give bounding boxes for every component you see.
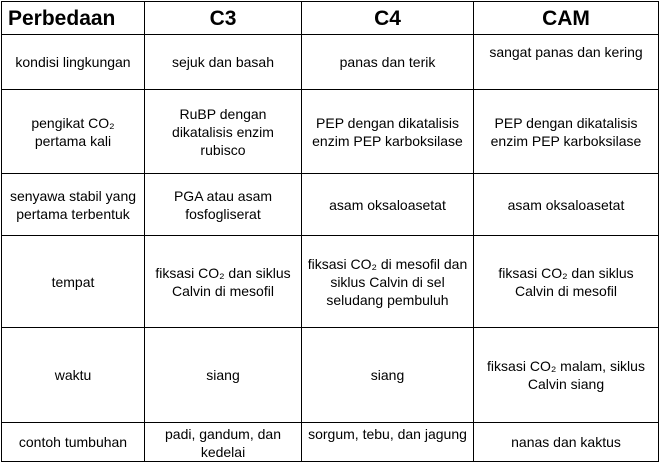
row-label: tempat	[2, 236, 145, 328]
header-c3: C3	[145, 2, 302, 35]
cell-c4: asam oksaloasetat	[302, 174, 474, 236]
header-cam: CAM	[474, 2, 659, 35]
cell-c4: PEP dengan dikatalisis enzim PEP karboksilase	[302, 90, 474, 174]
table-row-contoh-tumbuhan	[2, 423, 659, 462]
header-perbedaan: Perbedaan	[2, 2, 145, 35]
row-label: waktu	[2, 328, 145, 423]
cell-c3: siang	[145, 328, 302, 423]
table-row-pengikat-co2	[2, 90, 659, 174]
comparison-table	[1, 1, 659, 462]
cell-cam: fiksasi CO₂ dan siklus Calvin di mesofil	[474, 236, 659, 328]
table-row-waktu	[2, 328, 659, 423]
row-label: contoh tumbuhan	[2, 423, 145, 462]
table-row-senyawa-stabil	[2, 174, 659, 236]
table-row-kondisi-lingkungan	[2, 35, 659, 90]
table-header-row	[2, 2, 659, 35]
cell-c3: padi, gandum, dan kedelai	[145, 423, 302, 462]
cell-c3: sejuk dan basah	[145, 35, 302, 90]
cell-c4: siang	[302, 328, 474, 423]
cell-c3: RuBP dengan dikatalisis enzim rubisco	[145, 90, 302, 174]
row-label: kondisi lingkungan	[2, 35, 145, 90]
cell-c4: sorgum, tebu, dan jagung	[302, 423, 474, 462]
cell-cam: nanas dan kaktus	[474, 423, 659, 462]
table-row-tempat	[2, 236, 659, 328]
cell-c3: fiksasi CO₂ dan siklus Calvin di mesofil	[145, 236, 302, 328]
cell-cam: sangat panas dan kering	[474, 35, 659, 90]
cell-cam: PEP dengan dikatalisis enzim PEP karboksilase	[474, 90, 659, 174]
cell-cam: asam oksaloasetat	[474, 174, 659, 236]
cell-c4: panas dan terik	[302, 35, 474, 90]
cell-c4: fiksasi CO₂ di mesofil dan siklus Calvin di sel seludang pembuluh	[302, 236, 474, 328]
row-label: senyawa stabil yang pertama terbentuk	[2, 174, 145, 236]
header-c4: C4	[302, 2, 474, 35]
cell-c3: PGA atau asam fosfogliserat	[145, 174, 302, 236]
row-label: pengikat CO₂ pertama kali	[2, 90, 145, 174]
cell-cam: fiksasi CO₂ malam, siklus Calvin siang	[474, 328, 659, 423]
